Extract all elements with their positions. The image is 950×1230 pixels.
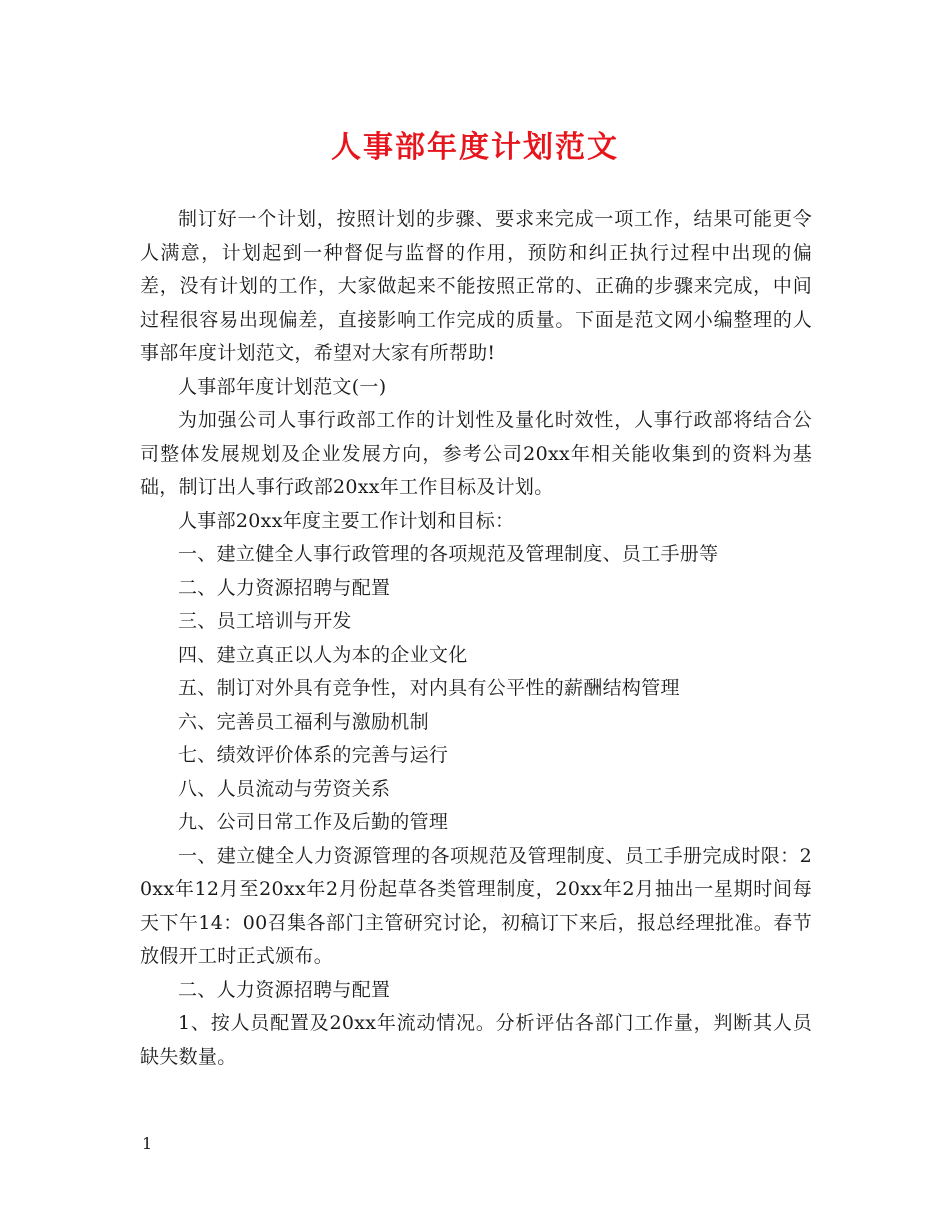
goal-item-2: 二、人力资源招聘与配置 (178, 576, 391, 599)
intro-paragraph: 制订好一个计划，按照计划的步骤、要求来完成一项工作，结果可能更令人满意，计划起到一种督促与监督的作用，预防和纠正执行过程中出现的偏差，没有计划的工作，大家做起来不能按照正常的、正确的步骤来完成，中间过程很容易出现偏差，直接影响工作完成的质量。下面是范文网小编整理的人事部年度计划范文，希望对大家有所帮助! (140, 208, 812, 364)
detail-heading-2: 二、人力资源招聘与配置 (178, 978, 391, 1001)
goal-item-6: 六、完善员工福利与激励机制 (178, 710, 429, 733)
goals-heading: 人事部20xx年度主要工作计划和目标： (178, 509, 515, 532)
document-body (140, 203, 812, 1074)
goal-item-1: 一、建立健全人事行政管理的各项规范及管理制度、员工手册等 (178, 543, 719, 565)
goal-item-8: 八、人员流动与劳资关系 (178, 777, 391, 800)
purpose-paragraph: 为加强公司人事行政部工作的计划性及量化时效性，人事行政部将结合公司整体发展规划及企业发展方向，参考公司20xx年相关能收集到的资料为基础，制订出人事行政部20xx年工作目标及计划。 (140, 409, 812, 498)
goal-item-9: 九、公司日常工作及后勤的管理 (178, 811, 449, 833)
detail-paragraph-2-1: 1、按人员配置及20xx年流动情况。分析评估各部门工作量，判断其人员缺失数量。 (140, 1012, 812, 1068)
document-title: 人事部年度计划范文 (331, 130, 619, 165)
goal-item-7: 七、绩效评价体系的完善与运行 (178, 744, 449, 766)
section-heading-example-one: 人事部年度计划范文(一) (178, 375, 387, 398)
goal-item-3: 三、员工培训与开发 (178, 610, 352, 632)
goal-item-5: 五、制订对外具有竞争性，对内具有公平性的薪酬结构管理 (178, 677, 680, 699)
detail-paragraph-1: 一、建立健全人力资源管理的各项规范及管理制度、员工手册完成时限：20xx年12月至20xx年2月份起草各类管理制度，20xx年2月抽出一星期时间每天下午14：00召集各部门主管研究讨论，初稿订下来后，报总经理批准。春节放假开工时正式颁布。 (140, 844, 812, 967)
page-number: 1 (142, 1134, 153, 1153)
goal-item-4: 四、建立真正以人为本的企业文化 (178, 643, 468, 666)
